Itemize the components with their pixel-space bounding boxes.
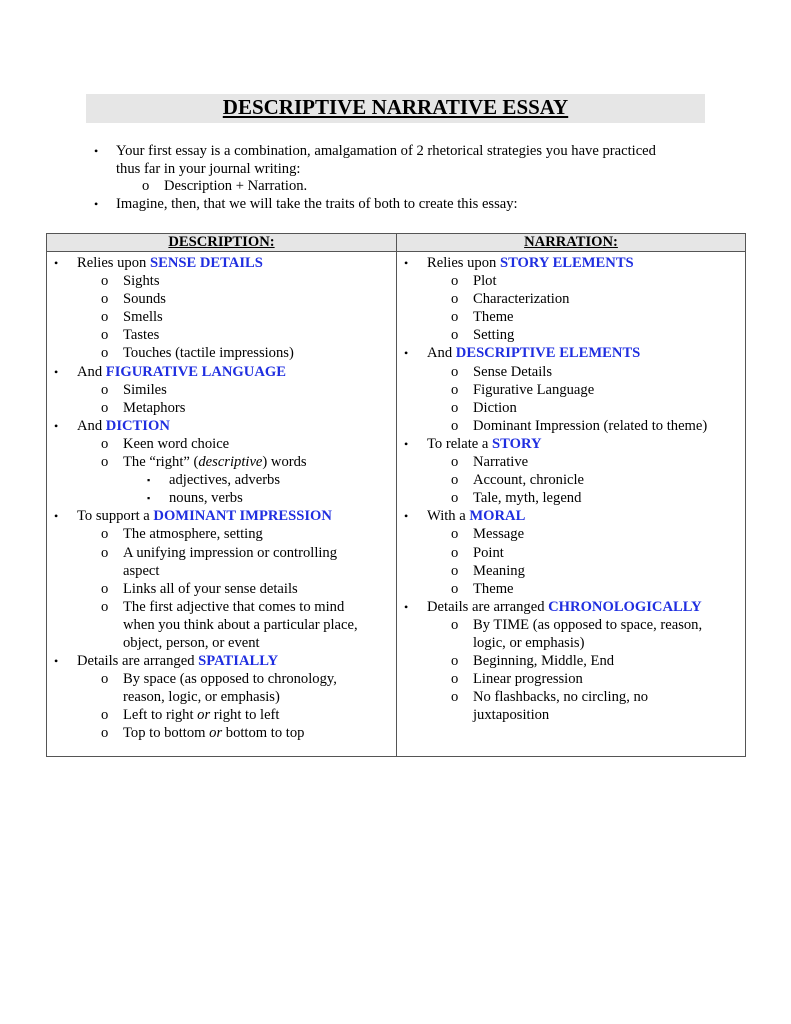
list-item: o Theme [451, 580, 514, 597]
list-item: o Diction [451, 399, 517, 416]
list-item: o A unifying impression or controlling aspect [101, 544, 338, 579]
title-banner [86, 94, 705, 123]
list-item: o Account, chronicle [451, 472, 585, 489]
list-item: o Narrative [451, 454, 529, 471]
list-item: o Meaning [451, 562, 525, 579]
list-item: • To support a DOMINANT IMPRESSION [54, 508, 332, 525]
list-item: o Tale, myth, legend [451, 490, 582, 507]
list-item: o By space (as opposed to chronology, reason, logic, or emphasis) [101, 671, 337, 706]
intro-bullet-1: • Your first essay is a combination, amalgamation of 2 rhetorical strategies you have practiced thus far in your journal writing: [94, 143, 656, 177]
list-item: • Relies upon STORY ELEMENTS [404, 255, 634, 271]
list-item: o The “right” (descriptive) words [101, 454, 307, 471]
list-item: o Characterization [451, 291, 570, 308]
list-item: • With a MORAL [404, 508, 526, 525]
bullet-marker: • [94, 196, 99, 211]
list-item: • And DESCRIPTIVE ELEMENTS [404, 345, 641, 362]
list-item: o Touches (tactile impressions) [101, 345, 294, 362]
list-item: o Similes [101, 381, 167, 398]
list-item: o No flashbacks, no circling, no juxtaposition [451, 689, 649, 724]
circle-marker: o [142, 178, 150, 194]
list-item: o Links all of your sense details [101, 580, 298, 597]
list-item: o Left to right or right to left [101, 707, 280, 724]
list-item: ▪ adjectives, adverbs [147, 472, 281, 489]
list-item: o Sights [101, 273, 160, 290]
list-item: o Top to bottom or bottom to top [101, 725, 305, 742]
list-item: • And DICTION [54, 417, 170, 434]
list-item: o Figurative Language [451, 381, 595, 398]
list-item: o Plot [451, 273, 497, 290]
list-item: o Linear progression [451, 671, 583, 688]
table-header-row [47, 234, 746, 252]
list-item: o Tastes [101, 327, 160, 344]
intro-sub-item: o Description + Narration. [142, 178, 308, 194]
list-item: o Metaphors [101, 399, 186, 416]
list-item: o By TIME (as opposed to space, reason, logic, or emphasis) [451, 616, 703, 651]
list-item: o Dominant Impression (related to theme) [451, 417, 708, 434]
description-header: DESCRIPTION: [47, 234, 397, 252]
intro-bullet-2: • Imagine, then, that we will take the traits of both to create this essay: [94, 195, 518, 212]
list-item: o Smells [101, 309, 163, 326]
list-item: o Message [451, 526, 525, 543]
list-item: o Beginning, Middle, End [451, 653, 615, 670]
narration-column [397, 252, 746, 757]
bullet-marker: • [94, 144, 99, 158]
list-item: o Theme [451, 309, 514, 326]
list-item: o Sounds [101, 291, 166, 308]
list-item: o Keen word choice [101, 435, 230, 452]
list-item: ▪ nouns, verbs [147, 490, 243, 507]
list-item: o The atmosphere, setting [101, 526, 263, 543]
narration-header: NARRATION: [397, 234, 746, 252]
list-item: • And FIGURATIVE LANGUAGE [54, 363, 286, 380]
description-column [47, 252, 397, 757]
list-item: • Details are arranged SPATIALLY [54, 653, 279, 670]
list-item: o The first adjective that comes to mind when you think about a particular place, object, person, or event [101, 598, 358, 651]
list-item: o Setting [451, 327, 515, 344]
list-item: o Sense Details [451, 363, 553, 380]
comparison-table [46, 233, 746, 757]
table-body-row [47, 252, 746, 757]
intro-list [90, 143, 710, 213]
list-item: • To relate a STORY [404, 435, 542, 452]
list-item: • Relies upon SENSE DETAILS [54, 255, 263, 271]
page-title: DESCRIPTIVE NARRATIVE ESSAY [222, 95, 569, 119]
list-item: • Details are arranged CHRONOLOGICALLY [404, 598, 702, 615]
list-item: o Point [451, 544, 504, 561]
